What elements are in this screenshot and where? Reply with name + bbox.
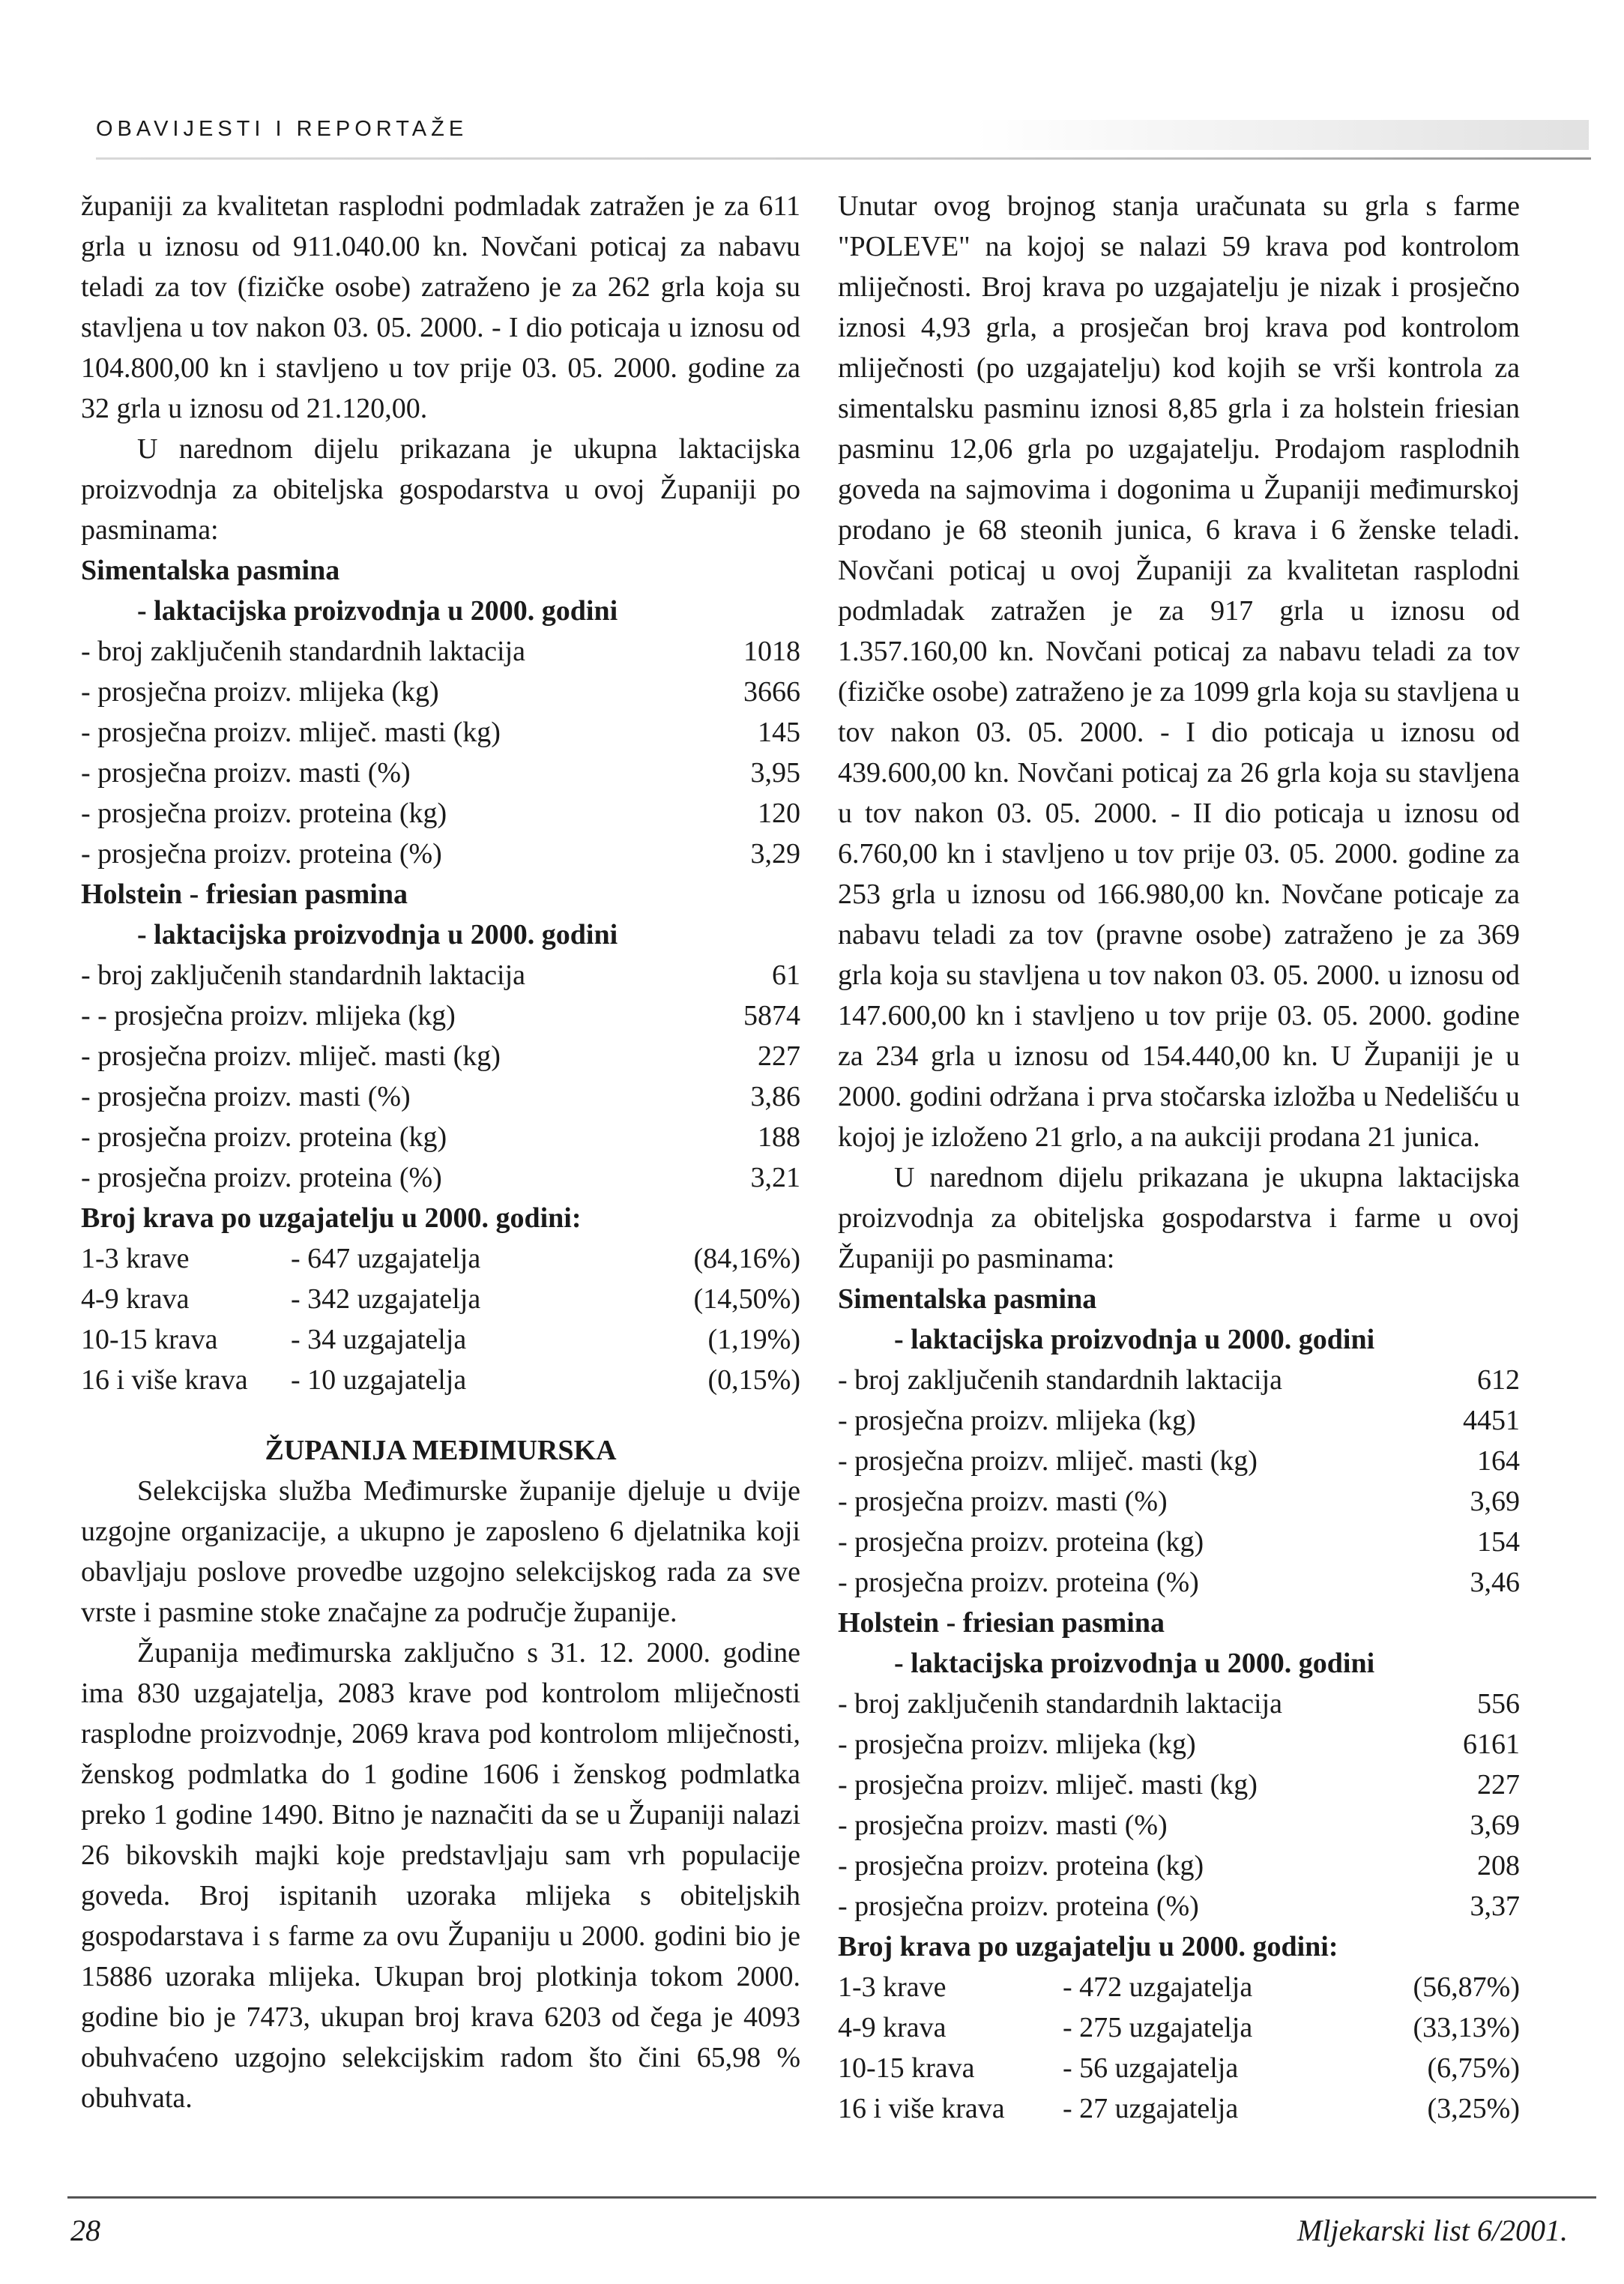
stat-row: - prosječna proizv. proteina (%) 3,21: [81, 1162, 800, 1193]
section-header: OBAVIJESTI I REPORTAŽE: [96, 117, 468, 141]
right-breed1-subheading: - laktacijska proizvodnja u 2000. godini: [894, 1324, 1375, 1355]
right-column: [838, 186, 1520, 2129]
left-breed2-stats: [81, 955, 800, 1198]
stat-row: - prosječna proizv. proteina (%) 3,46: [838, 1567, 1520, 1598]
stat-row: - prosječna proizv. masti (%) 3,69: [838, 1486, 1520, 1517]
left-breed1-stats: [81, 631, 800, 874]
count-row: 1-3 krave - 472 uzgajatelja (56,87%): [838, 1971, 1520, 2003]
count-row: 10-15 krava - 56 uzgajatelja (6,75%): [838, 2052, 1520, 2084]
left-counts-table: [81, 1238, 800, 1400]
right-breed2-heading: Holstein - friesian pasmina: [838, 1607, 1165, 1639]
count-row: 1-3 krave - 647 uzgajatelja (84,16%): [81, 1243, 800, 1274]
stat-row: - prosječna proizv. mliječ. masti (kg) 145: [81, 717, 800, 748]
stat-row: - broj zaključenih standardnih laktacija 556: [838, 1688, 1520, 1720]
stat-row: - broj zaključenih standardnih laktacija 612: [838, 1364, 1520, 1396]
footer-rule: [67, 2196, 1596, 2199]
stat-row: - prosječna proizv. proteina (kg) 188: [81, 1121, 800, 1153]
right-breed2-subheading: - laktacijska proizvodnja u 2000. godini: [894, 1648, 1375, 1679]
stat-row: - broj zaključenih standardnih laktacija 1018: [81, 636, 800, 667]
stat-row: - prosječna proizv. proteina (kg) 208: [838, 1850, 1520, 1881]
left-paragraph-2: Županija međimurska zaključno s 31. 12. 2000. godine ima 830 uzgajatelja, 2083 krave pod kontrolom mliječnosti rasplodne proizvodnje, 2069 krava pod kontrolom mliječnosti, ženskog podmlatka do 1 godine 1606 i ženskog podmlatka preko 1 godine 1490. Bitno je naznačiti da se u Županiji nalazi 26 bikovskih majki koje predstavljaju sam vrh populacije goveda. Broj ispitanih uzoraka mlijeka s obiteljskih gospodarstava i s farme za ovu Županiju u 2000. godini bio je 15886 uzoraka mlijeka. Ukupan broj plotkinja tokom 2000. godine bio je 7473, ukupan broj krava 6203 od čega je 4093 obuhvaćeno uzgojno selekcijskim radom što čini 65,98 % obuhvata.: [81, 1637, 800, 2114]
left-paragraph-1: Selekcijska služba Međimurske županije djeluje u dvije uzgojne organizacije, a ukupno je zaposleno 6 djelatnika koji obavljaju poslove provedbe uzgojno selekcijskog rada za sve vrste i pasmine stoke značajne za područje županije.: [81, 1475, 800, 1628]
left-breed1-subheading: - laktacijska proizvodnja u 2000. godini: [137, 595, 618, 627]
left-lead-paragraph: U narednom dijelu prikazana je ukupna laktacijska proizvodnja za obiteljska gospodarstva u ovoj Županiji po pasminama:: [81, 433, 800, 546]
stat-row: - prosječna proizv. mlijeka (kg) 4451: [838, 1405, 1520, 1436]
stat-row: - prosječna proizv. mliječ. masti (kg) 164: [838, 1445, 1520, 1477]
header-rule: [96, 157, 1591, 160]
stat-row: - prosječna proizv. proteina (%) 3,37: [838, 1890, 1520, 1922]
stat-row: - prosječna proizv. masti (%) 3,95: [81, 757, 800, 789]
stat-row: - prosječna proizv. mlijeka (kg) 3666: [81, 676, 800, 708]
stat-row: - prosječna proizv. mlijeka (kg) 6161: [838, 1729, 1520, 1760]
count-row: 10-15 krava - 34 uzgajatelja (1,19%): [81, 1324, 800, 1355]
right-lead-paragraph: U narednom dijelu prikazana je ukupna laktacijska proizvodnja za obiteljska gospodarstva i farme u ovoj Županiji po pasminama:: [838, 1162, 1520, 1274]
header-scan-shading: [974, 120, 1589, 150]
stat-row: - prosječna proizv. masti (%) 3,86: [81, 1081, 800, 1112]
stat-row: - prosječna proizv. mliječ. masti (kg) 227: [81, 1040, 800, 1072]
stat-row: - prosječna proizv. proteina (kg) 120: [81, 798, 800, 829]
right-counts-table: [838, 1967, 1520, 2129]
left-breed1-heading: Simentalska pasmina: [81, 555, 340, 586]
section-title: ŽUPANIJA MEĐIMURSKA: [265, 1435, 617, 1466]
left-breed2-subheading: - laktacijska proizvodnja u 2000. godini: [137, 919, 618, 950]
left-counts-heading: Broj krava po uzgajatelju u 2000. godini:: [81, 1202, 582, 1234]
stat-row: - - prosječna proizv. mlijeka (kg) 5874: [81, 1000, 800, 1031]
stat-row: - prosječna proizv. proteina (kg) 154: [838, 1526, 1520, 1558]
journal-title: Mljekarski list 6/2001.: [1297, 2214, 1568, 2247]
count-row: 16 i više krava - 27 uzgajatelja (3,25%): [838, 2093, 1520, 2124]
count-row: 4-9 krava - 275 uzgajatelja (33,13%): [838, 2012, 1520, 2043]
left-column: [81, 186, 800, 2118]
count-row: 16 i više krava - 10 uzgajatelja (0,15%): [81, 1364, 800, 1396]
left-intro-paragraph: županiji za kvalitetan rasplodni podmladak zatražen je za 611 grla u iznosu od 911.040.00 kn. Novčani poticaj za nabavu teladi za tov (fizičke osobe) zatraženo je za 262 grla koja su stavljena u tov nakon 03. 05. 2000. - I dio poticaja u iznosu od 104.800,00 kn i stavljeno u tov prije 03. 05. 2000. godine za 32 grla u iznosu od 21.120,00.: [81, 190, 800, 424]
right-breed1-stats: [838, 1360, 1520, 1603]
right-breed1-heading: Simentalska pasmina: [838, 1283, 1097, 1315]
right-paragraph-1: Unutar ovog brojnog stanja uračunata su grla s farme "POLEVE" na kojoj se nalazi 59 krava pod kontrolom mliječnosti. Broj krava po uzgajatelju je nizak i prosječno iznosi 4,93 grla, a prosječan broj krava pod kontrolom mliječnosti (po uzgajatelju) kod kojih se vrši kontrola za simentalsku pasminu iznosi 8,85 grla i za holstein friesian pasminu 12,06 grla po uzgajatelju. Prodajom rasplodnih goveda na sajmovima i dogonima u Županiji međimurskoj prodano je 68 steonih junica, 6 krava i 6 ženske teladi. Novčani poticaj u ovoj Županiji za kvalitetan rasplodni podmladak zatražen je za 917 grla u iznosu od 1.357.160,00 kn. Novčani poticaj za nabavu teladi za tov (fizičke osobe) zatraženo je za 1099 grla koja su stavljena u tov nakon 03. 05. 2000. - I dio poticaja u iznosu od 439.600,00 kn. Novčani poticaj za 26 grla koja su stavljena u tov nakon 03. 05. 2000. - II dio poticaja u iznosu od 6.760,00 kn i stavljeno u tov prije 03. 05. 2000. godine za 253 grla u iznosu od 166.980,00 kn. Novčane poticaje za nabavu teladi za tov (pravne osobe) zatraženo je za 369 grla koja su stavljena u tov nakon 03. 05. 2000. u iznosu od 147.600,00 kn i stavljeno u tov prije 03. 05. 2000. godine za 234 grla u iznosu od 154.440,00 kn. U Županiji je u 2000. godini održana i prva stočarska izložba u Nedelišću u kojoj je izloženo 21 grlo, a na aukciji prodana 21 junica.: [838, 190, 1520, 1153]
page-number: 28: [70, 2214, 100, 2247]
stat-row: - prosječna proizv. proteina (%) 3,29: [81, 838, 800, 870]
right-counts-heading: Broj krava po uzgajatelju u 2000. godini:: [838, 1931, 1338, 1962]
stat-row: - prosječna proizv. masti (%) 3,69: [838, 1810, 1520, 1841]
stat-row: - broj zaključenih standardnih laktacija 61: [81, 959, 800, 991]
right-breed2-stats: [838, 1684, 1520, 1926]
count-row: 4-9 krava - 342 uzgajatelja (14,50%): [81, 1283, 800, 1315]
left-breed2-heading: Holstein - friesian pasmina: [81, 879, 408, 910]
stat-row: - prosječna proizv. mliječ. masti (kg) 227: [838, 1769, 1520, 1801]
